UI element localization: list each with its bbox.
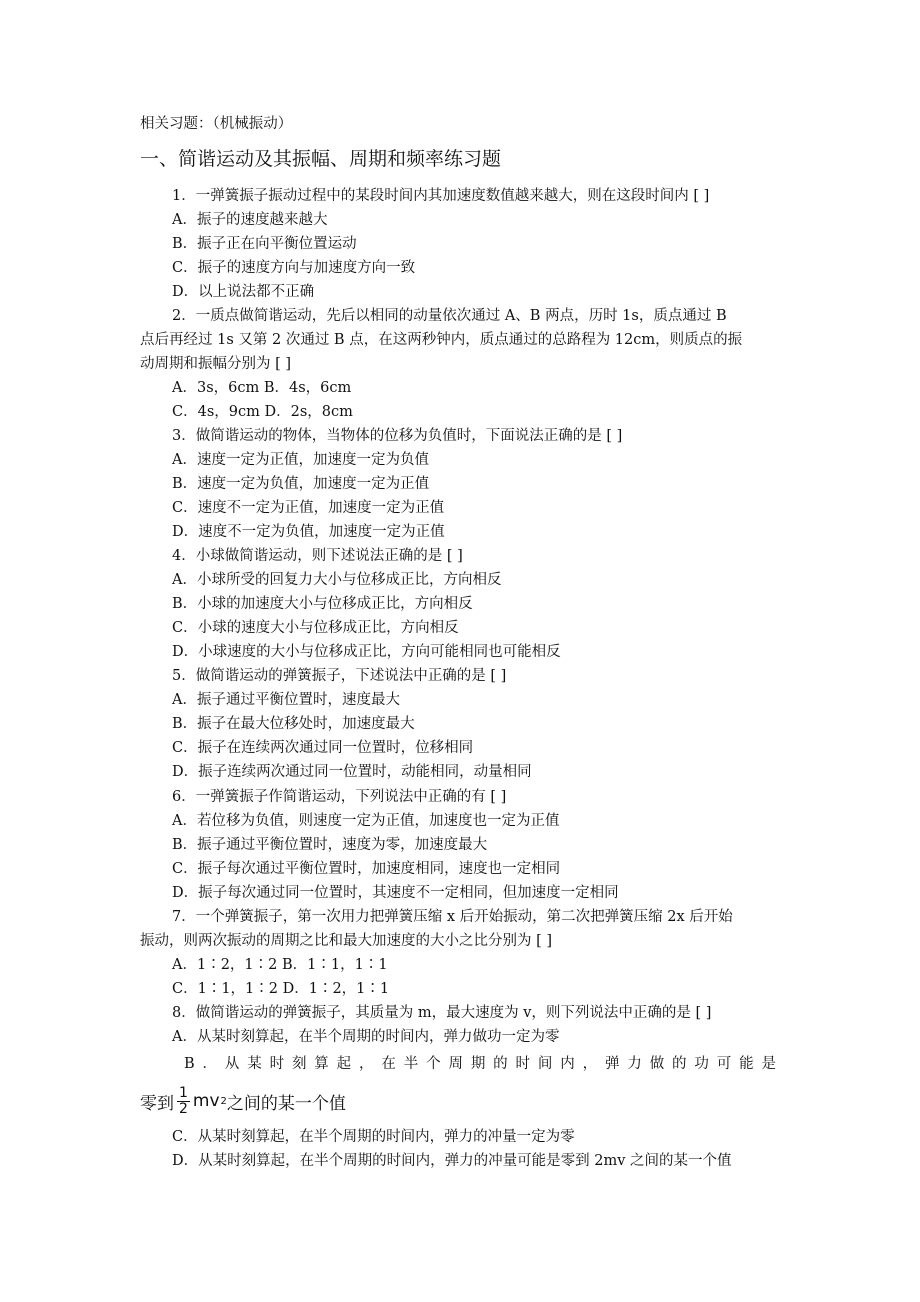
q3-option-b: B．速度一定为负值，加速度一定为正值 bbox=[172, 476, 430, 492]
q2-options-cd: C．4s，9cm D．2s，8cm bbox=[172, 404, 353, 420]
q4-option-a: A．小球所受的回复力大小与位移成正比，方向相反 bbox=[172, 572, 502, 588]
formula-exponent: 2 bbox=[220, 1095, 227, 1107]
q4-option-c: C．小球的速度大小与位移成正比，方向相反 bbox=[172, 620, 459, 636]
q5-option-a: A．振子通过平衡位置时，速度最大 bbox=[172, 692, 400, 708]
q6-option-b: B．振子通过平衡位置时，速度为零，加速度最大 bbox=[172, 837, 488, 853]
q4-option-b: B．小球的加速度大小与位移成正比，方向相反 bbox=[172, 596, 473, 612]
q1-stem: 1．一弹簧振子振动过程中的某段时间内其加速度数值越来越大，则在这段时间内 [ ] bbox=[172, 188, 710, 204]
q2-stem-line2: 点后再经过 1s 又第 2 次通过 B 点，在这两秒钟内，质点通过的总路程为 12cm，则质点的振 bbox=[140, 332, 743, 348]
formula-prefix: 零到 bbox=[140, 1093, 174, 1114]
q6-stem: 6．一弹簧振子作简谐运动，下列说法中正确的有 [ ] bbox=[172, 789, 507, 805]
q3-option-c: C．速度不一定为正值，加速度一定为正值 bbox=[172, 500, 445, 516]
q1-option-b: B．振子正在向平衡位置运动 bbox=[172, 236, 357, 252]
q3-option-d: D．速度不一定为负值，加速度一定为正值 bbox=[172, 524, 445, 540]
fraction-denominator: 2 bbox=[179, 1100, 188, 1117]
q1-option-a: A．振子的速度越来越大 bbox=[172, 212, 328, 228]
fraction-numerator: 1 bbox=[179, 1084, 188, 1101]
q7-stem-line2: 振动，则两次振动的周期之比和最大加速度的大小之比分别为 [ ] bbox=[140, 933, 553, 949]
q8-option-c: C．从某时刻算起，在半个周期的时间内，弹力的冲量一定为零 bbox=[172, 1129, 575, 1145]
q5-option-b: B．振子在最大位移处时，加速度最大 bbox=[172, 716, 415, 732]
q5-stem: 5．做简谐运动的弹簧振子，下述说法中正确的是 [ ] bbox=[172, 668, 507, 684]
section-title: 一、简谐运动及其振幅、周期和频率练习题 bbox=[140, 148, 502, 170]
q1-option-c: C．振子的速度方向与加速度方向一致 bbox=[172, 260, 416, 276]
q8-option-b-line1: B．从某时刻算起，在半个周期的时间内，弹力做的功可能是 bbox=[184, 1056, 782, 1072]
q4-stem: 4．小球做简谐运动，则下述说法正确的是 [ ] bbox=[172, 548, 463, 564]
q6-option-c: C．振子每次通过平衡位置时，加速度相同，速度也一定相同 bbox=[172, 861, 561, 877]
q7-stem-line1: 7．一个弹簧振子，第一次用力把弹簧压缩 x 后开始振动，第二次把弹簧压缩 2x 后开始 bbox=[172, 909, 733, 925]
q7-options-cd: C．1∶1，1∶2 D．1∶2，1∶1 bbox=[172, 981, 390, 997]
q6-option-a: A．若位移为负值，则速度一定为正值，加速度也一定为正值 bbox=[172, 813, 560, 829]
formula-expr: mv bbox=[192, 1091, 220, 1111]
q4-option-d: D．小球速度的大小与位移成正比，方向可能相同也可能相反 bbox=[172, 644, 561, 660]
fraction bbox=[177, 1086, 190, 1117]
q5-option-d: D．振子连续两次通过同一位置时，动能相同，动量相同 bbox=[172, 764, 532, 780]
q3-stem: 3．做简谐运动的物体，当物体的位移为负值时，下面说法正确的是 [ ] bbox=[172, 428, 623, 444]
q3-option-a: A．速度一定为正值，加速度一定为负值 bbox=[172, 452, 429, 468]
header-text: 相关习题：（机械振动） bbox=[140, 116, 293, 132]
formula-suffix: 之间的某一个值 bbox=[226, 1093, 346, 1114]
q2-options-ab: A．3s，6cm B．4s，6cm bbox=[172, 380, 352, 396]
q5-option-c: C．振子在连续两次通过同一位置时，位移相同 bbox=[172, 740, 474, 756]
q2-stem-line1: 2．一质点做简谐运动，先后以相同的动量依次通过 A、B 两点，历时 1s，质点通过 B bbox=[172, 308, 727, 324]
q7-options-ab: A．1∶2，1∶2 B．1∶1，1∶1 bbox=[172, 957, 388, 973]
q6-option-d: D．振子每次通过同一位置时，其速度不一定相同，但加速度一定相同 bbox=[172, 885, 619, 901]
q8-option-a: A．从某时刻算起，在半个周期的时间内，弹力做功一定为零 bbox=[172, 1029, 560, 1045]
q2-stem-line3: 动周期和振幅分别为 [ ] bbox=[140, 356, 292, 372]
q8-option-b-formula bbox=[140, 1081, 346, 1121]
q8-option-d: D．从某时刻算起，在半个周期的时间内，弹力的冲量可能是零到 2mv 之间的某一个值 bbox=[172, 1153, 732, 1169]
q8-stem: 8．做简谐运动的弹簧振子，其质量为 m，最大速度为 v，则下列说法中正确的是 [ ] bbox=[172, 1005, 712, 1021]
q1-option-d: D．以上说法都不正确 bbox=[172, 284, 315, 300]
